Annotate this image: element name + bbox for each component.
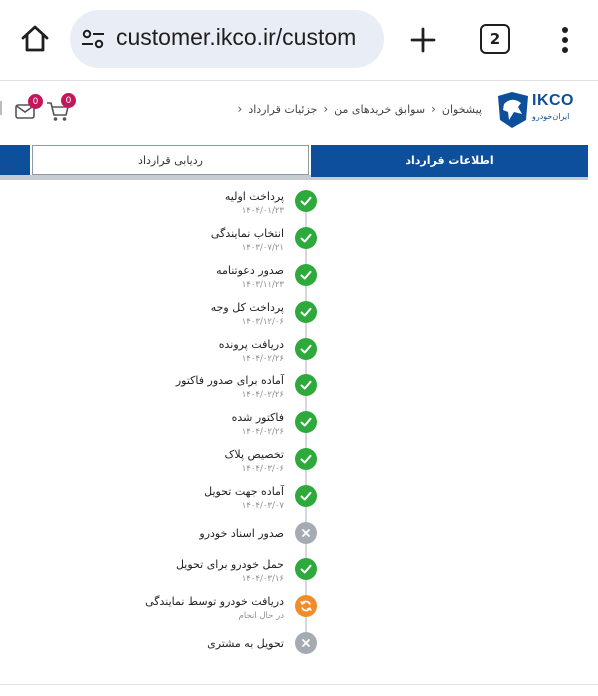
step-title: صدور دعوتنامه bbox=[216, 264, 284, 277]
timeline-step bbox=[0, 260, 598, 296]
step-date: ۱۴۰۴/۰۲/۲۶ bbox=[241, 390, 284, 400]
timeline-step bbox=[0, 518, 598, 554]
step-title: دریافت خودرو توسط نمایندگی bbox=[145, 595, 284, 608]
timeline-step bbox=[0, 444, 598, 480]
timeline-step bbox=[0, 186, 598, 222]
timeline-step bbox=[0, 370, 598, 406]
step-title: انتخاب نمایندگی bbox=[210, 227, 284, 240]
logo-subtext: ایران‌خودرو bbox=[532, 112, 570, 121]
site-header bbox=[0, 81, 598, 139]
cart-badge: 0 bbox=[61, 93, 76, 108]
timeline-step bbox=[0, 297, 598, 333]
step-title: حمل خودرو برای تحویل bbox=[175, 558, 284, 571]
browser-toolbar bbox=[0, 0, 598, 81]
check-circle-icon bbox=[295, 190, 317, 212]
address-bar[interactable] bbox=[70, 10, 384, 68]
timeline-step bbox=[0, 334, 598, 370]
step-date: در حال انجام bbox=[238, 611, 284, 621]
messages-button[interactable] bbox=[10, 93, 42, 125]
breadcrumb-item-contract[interactable]: جزئیات قرارداد bbox=[248, 102, 318, 116]
step-date: ۱۴۰۳/۱۱/۲۳ bbox=[241, 280, 284, 290]
breadcrumb-item-purchases[interactable]: سوابق خریدهای من bbox=[334, 102, 426, 116]
step-title: آماده جهت تحویل bbox=[204, 485, 284, 498]
close-circle-icon bbox=[295, 632, 317, 654]
header-divider bbox=[0, 101, 2, 115]
breadcrumb bbox=[220, 97, 482, 121]
ikco-logo[interactable] bbox=[494, 90, 584, 130]
new-tab-button[interactable] bbox=[405, 22, 441, 58]
step-title: دریافت پرونده bbox=[218, 338, 284, 351]
check-circle-icon bbox=[295, 264, 317, 286]
logo-text: IKCO bbox=[532, 92, 574, 109]
breadcrumb-item-dashboard[interactable]: پیشخوان bbox=[441, 102, 482, 116]
more-vert-icon bbox=[561, 26, 569, 54]
step-date: ۱۴۰۴/۰۳/۰۶ bbox=[241, 464, 284, 474]
check-circle-icon bbox=[295, 227, 317, 249]
step-title: صدور اسناد خودرو bbox=[199, 527, 284, 540]
step-date: ۱۴۰۴/۰۲/۲۶ bbox=[241, 354, 284, 364]
check-circle-icon bbox=[295, 448, 317, 470]
close-circle-icon bbox=[295, 522, 317, 544]
tabs-edge bbox=[0, 145, 30, 175]
timeline-step bbox=[0, 591, 598, 627]
check-circle-icon bbox=[295, 374, 317, 396]
tab-switcher-button[interactable] bbox=[480, 24, 510, 54]
plus-icon bbox=[409, 26, 437, 54]
tracking-timeline bbox=[0, 186, 598, 666]
check-circle-icon bbox=[295, 411, 317, 433]
url-text[interactable]: customer.ikco.ir/custom bbox=[116, 24, 357, 50]
lion-logo-icon bbox=[494, 90, 532, 130]
step-date: ۱۴۰۴/۰۳/۱۶ bbox=[241, 574, 284, 584]
step-date: ۱۴۰۴/۰۲/۲۶ bbox=[241, 427, 284, 437]
site-settings-icon[interactable] bbox=[80, 27, 106, 51]
check-circle-icon bbox=[295, 558, 317, 580]
step-date: ۱۴۰۳/۱۲/۰۶ bbox=[241, 317, 284, 327]
step-title: پرداخت کل وجه bbox=[210, 301, 284, 314]
step-title: پرداخت اولیه bbox=[224, 190, 284, 203]
step-date: ۱۴۰۳/۰۷/۲۱ bbox=[241, 243, 284, 253]
timeline-step bbox=[0, 223, 598, 259]
sync-circle-icon bbox=[295, 595, 317, 617]
browser-menu-button[interactable] bbox=[554, 24, 576, 56]
timeline-step bbox=[0, 481, 598, 517]
home-button[interactable] bbox=[16, 20, 54, 58]
tab-count: 2 bbox=[489, 30, 501, 48]
step-title: تخصیص پلاک bbox=[224, 448, 284, 461]
step-date: ۱۴۰۴/۰۳/۰۷ bbox=[241, 501, 284, 511]
cart-button[interactable] bbox=[44, 93, 76, 125]
step-title: آماده برای صدور فاکتور bbox=[175, 374, 284, 387]
home-icon bbox=[19, 23, 51, 55]
timeline-step bbox=[0, 554, 598, 590]
timeline-step bbox=[0, 628, 598, 664]
timeline-step bbox=[0, 407, 598, 443]
step-date: ۱۴۰۴/۰۱/۲۳ bbox=[241, 206, 284, 216]
breadcrumb-separator-icon: › bbox=[431, 102, 436, 116]
step-title: فاکتور شده bbox=[231, 411, 284, 424]
step-title: تحویل به مشتری bbox=[207, 637, 284, 650]
check-circle-icon bbox=[295, 338, 317, 360]
breadcrumb-separator-icon: › bbox=[237, 102, 243, 116]
bottom-divider bbox=[0, 684, 598, 685]
tab-contract-tracking[interactable]: ردیابی قرارداد bbox=[32, 145, 309, 175]
contract-tabs bbox=[0, 145, 588, 175]
active-tab-indicator bbox=[311, 175, 588, 177]
mail-badge: 0 bbox=[28, 94, 43, 109]
check-circle-icon bbox=[295, 485, 317, 507]
check-circle-icon bbox=[295, 301, 317, 323]
breadcrumb-separator-icon: › bbox=[323, 102, 329, 116]
tab-contract-info[interactable]: اطلاعات قرارداد bbox=[311, 145, 588, 175]
